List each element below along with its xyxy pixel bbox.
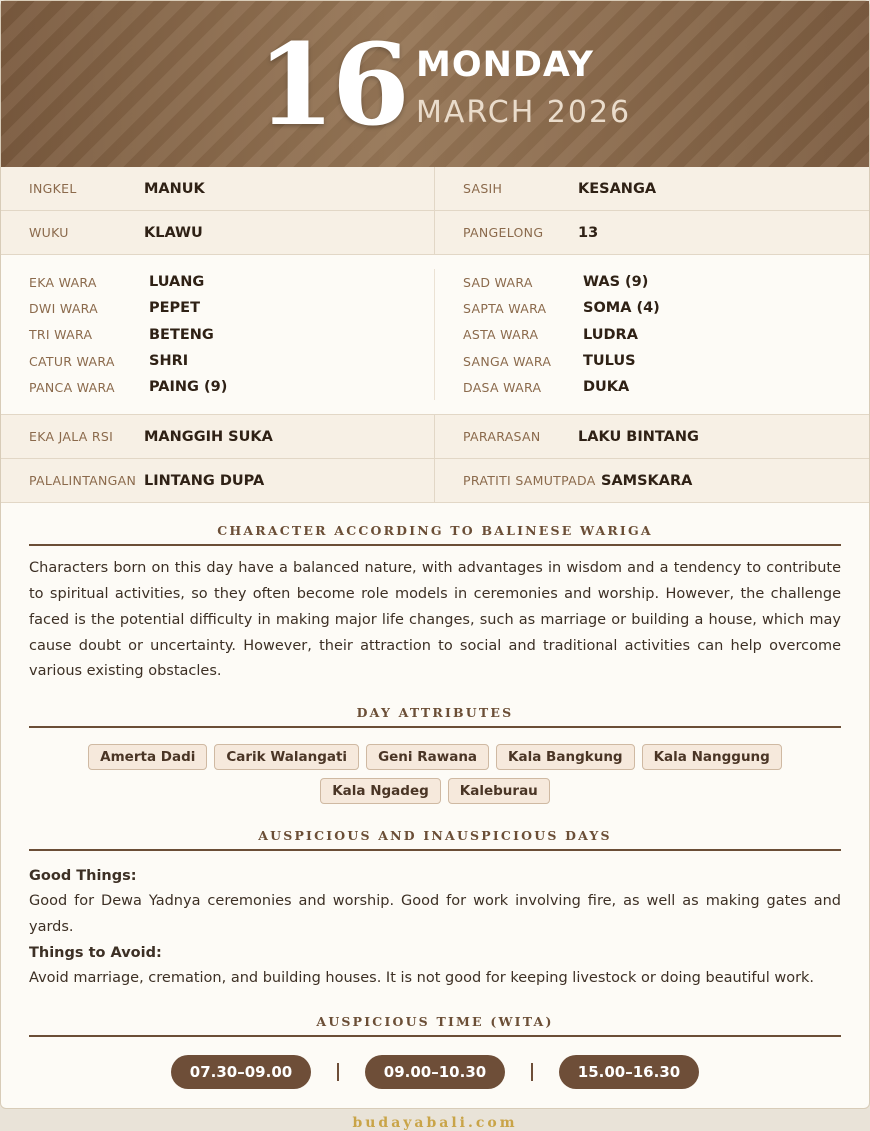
attribute-chip: Kaleburau bbox=[448, 778, 550, 804]
time-slot: 09.00–10.30 bbox=[365, 1055, 505, 1089]
date-header bbox=[1, 1, 869, 167]
pararasan-cell bbox=[435, 415, 869, 458]
palalintangan-value: LINTANG DUPA bbox=[144, 472, 265, 489]
wara-table bbox=[1, 255, 869, 415]
palalintangan-cell bbox=[1, 459, 435, 502]
wara-label: SAD WARA bbox=[463, 274, 533, 290]
ingkel-cell bbox=[1, 167, 435, 210]
eka-jala-rsi-value: MANGGIH SUKA bbox=[144, 428, 273, 445]
wara-row bbox=[463, 348, 869, 374]
auspicious-section-title: AUSPICIOUS AND INAUSPICIOUS DAYS bbox=[29, 828, 841, 851]
wara-row bbox=[29, 295, 434, 321]
pangelong-cell bbox=[435, 211, 869, 254]
palalintangan-label: PALALINTANGAN bbox=[29, 473, 137, 489]
wara-value: SHRI bbox=[149, 353, 189, 370]
wuku-cell bbox=[1, 211, 435, 254]
sasih-label: SASIH bbox=[463, 181, 503, 196]
wuku-label: WUKU bbox=[29, 225, 69, 240]
good-things-heading: Good Things: bbox=[29, 868, 137, 884]
time-slot: 07.30–09.00 bbox=[171, 1055, 311, 1089]
pratiti-samutpada-label: PRATITI SAMUTPADA bbox=[463, 473, 596, 489]
wara-label: PANCA WARA bbox=[29, 379, 115, 395]
wara-label: SAPTA WARA bbox=[463, 300, 547, 316]
month-year: MARCH 2026 bbox=[416, 95, 632, 130]
wara-row bbox=[29, 374, 434, 400]
day-number: 16 bbox=[257, 20, 407, 151]
wara-row bbox=[463, 374, 869, 400]
wara-label: EKA WARA bbox=[29, 274, 97, 290]
eka-jala-rsi-cell bbox=[1, 415, 435, 458]
wara-label: ASTA WARA bbox=[463, 327, 539, 343]
eka-jala-rsi-label: EKA JALA RSI bbox=[29, 429, 114, 445]
wara-row bbox=[463, 322, 869, 348]
things-to-avoid-heading: Things to Avoid: bbox=[29, 945, 162, 962]
attribute-chip: Geni Rawana bbox=[366, 744, 489, 770]
info-row-wuku bbox=[1, 211, 869, 255]
site-footer: budayabali.com bbox=[352, 1115, 518, 1131]
wara-value: SOMA (4) bbox=[583, 300, 660, 317]
attributes-section-title: DAY ATTRIBUTES bbox=[29, 705, 841, 728]
pratiti-samutpada-value: SAMSKARA bbox=[601, 472, 693, 489]
info-row-ingkel bbox=[1, 167, 869, 211]
wara-value: LUANG bbox=[149, 274, 205, 291]
pararasan-label: PARARASAN bbox=[463, 429, 541, 445]
wuku-value: KLAWU bbox=[144, 224, 203, 241]
day-name: MONDAY bbox=[416, 45, 595, 85]
time-separator bbox=[337, 1063, 339, 1081]
times-section-title: AUSPICIOUS TIME (WITA) bbox=[29, 1014, 841, 1037]
attribute-chip: Amerta Dadi bbox=[88, 744, 207, 770]
wara-label: SANGA WARA bbox=[463, 353, 552, 369]
info-row-palalintangan bbox=[1, 459, 869, 503]
time-separator bbox=[531, 1063, 533, 1081]
attribute-chip: Kala Bangkung bbox=[496, 744, 635, 770]
wara-value: PAING (9) bbox=[149, 379, 228, 396]
ingkel-label: INGKEL bbox=[29, 181, 77, 196]
sasih-value: KESANGA bbox=[578, 180, 657, 197]
wara-label: TRI WARA bbox=[29, 327, 93, 343]
wara-value: LUDRA bbox=[583, 326, 638, 343]
pangelong-value: 13 bbox=[578, 224, 599, 241]
wara-row bbox=[29, 322, 434, 348]
wara-row bbox=[463, 295, 869, 321]
auspicious-content bbox=[29, 863, 841, 992]
wara-row bbox=[29, 348, 434, 374]
wara-label: DASA WARA bbox=[463, 379, 542, 395]
auspicious-time-slots bbox=[1, 1055, 869, 1089]
things-to-avoid-text: Avoid marriage, cremation, and building houses. It is not good for keeping livestock or doing beautiful work. bbox=[29, 970, 815, 987]
wara-label: CATUR WARA bbox=[29, 353, 115, 369]
pangelong-label: PANGELONG bbox=[463, 225, 544, 240]
pararasan-value: LAKU BINTANG bbox=[578, 428, 699, 445]
ingkel-value: MANUK bbox=[144, 180, 205, 197]
attribute-chip: Kala Ngadeg bbox=[320, 778, 441, 804]
good-things-text: Good for Dewa Yadnya ceremonies and worship. Good for work involving fire, as well as making gates and yards. bbox=[29, 893, 841, 935]
info-row-eka-jala-rsi bbox=[1, 415, 869, 459]
wara-value: BETENG bbox=[149, 326, 214, 343]
wara-value: TULUS bbox=[583, 353, 636, 370]
attribute-chips bbox=[61, 744, 809, 804]
time-slot: 15.00–16.30 bbox=[559, 1055, 699, 1089]
wara-value: DUKA bbox=[583, 379, 630, 396]
wara-right-column bbox=[435, 269, 869, 400]
wara-row bbox=[29, 269, 434, 295]
wara-label: DWI WARA bbox=[29, 300, 99, 316]
character-text: Characters born on this day have a balanced nature, with advantages in wisdom and a tendency to contribute to spiritual activities, so they often become role models in ceremonies and worship. However, the challenge faced is the potential difficulty in making major life changes, such as marriage or building a house, which may cause doubt or uncertainty. However, their attraction to social and traditional activities can help overcome various existing obstacles. bbox=[29, 560, 841, 680]
sasih-cell bbox=[435, 167, 869, 210]
wara-value: WAS (9) bbox=[583, 274, 649, 291]
wara-row bbox=[463, 269, 869, 295]
wara-left-column bbox=[1, 269, 435, 400]
wara-value: PEPET bbox=[149, 300, 200, 317]
attribute-chip: Carik Walangati bbox=[214, 744, 359, 770]
attribute-chip: Kala Nanggung bbox=[642, 744, 782, 770]
pratiti-samutpada-cell bbox=[435, 459, 869, 502]
character-section-title: CHARACTER ACCORDING TO BALINESE WARIGA bbox=[29, 523, 841, 546]
